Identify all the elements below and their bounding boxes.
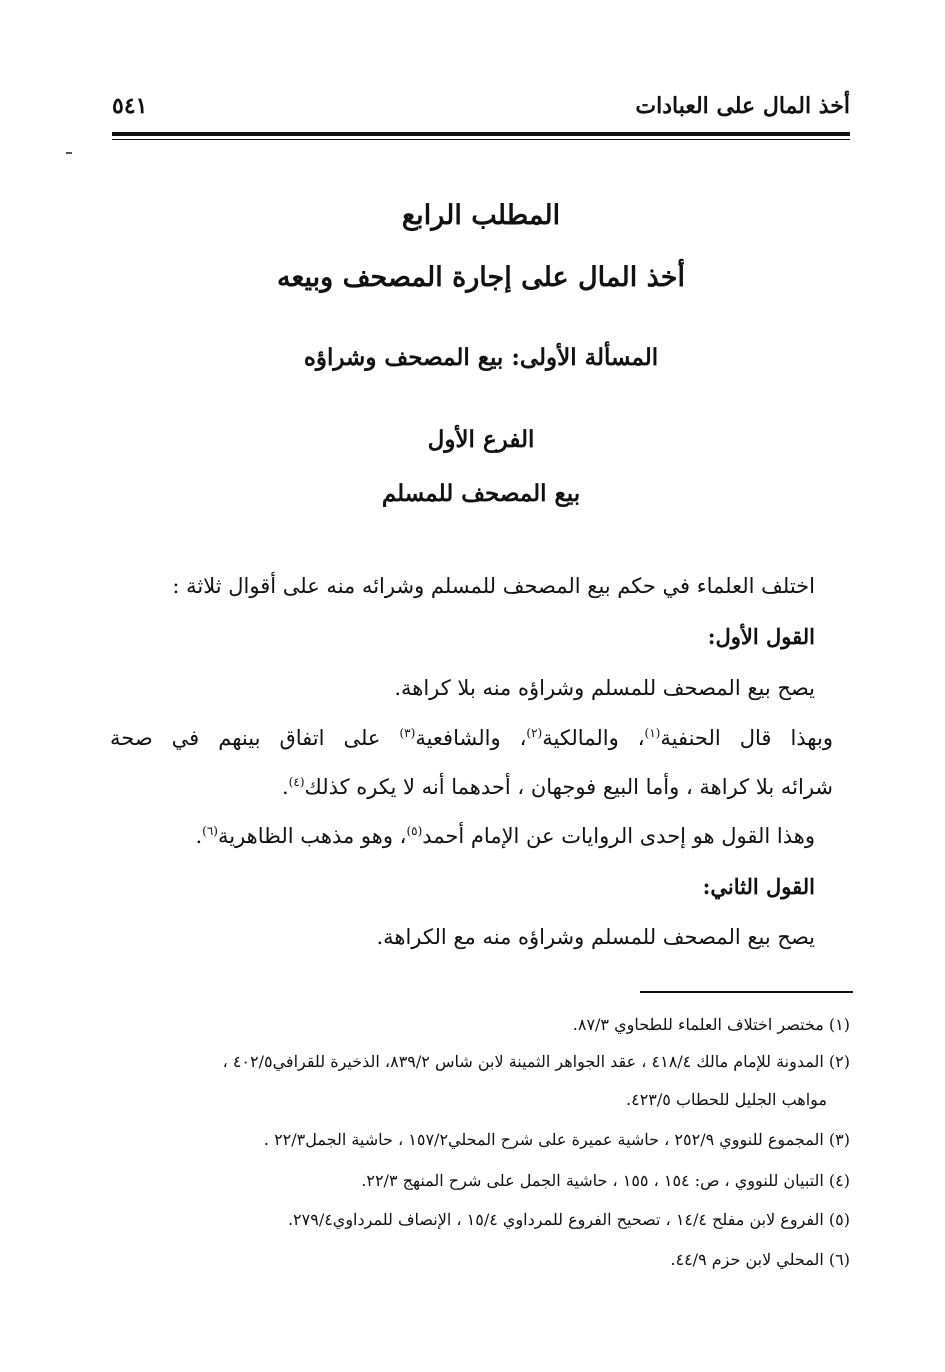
running-header [112,86,850,126]
footnote-separator [640,991,853,993]
section-title: أخذ المال على إجارة المصحف وبيعه [276,262,686,293]
header-rule-thick [112,132,850,136]
opinion-2-text: يصح بيع المصحف للمسلم وشراؤه منه مع الكراهة. [376,925,815,949]
opinion-1-text: يصح بيع المصحف للمسلم وشراؤه منه بلا كراهة. [394,676,815,700]
footnote-6: (٦) المحلي لابن حزم ٤٤/٩. [670,1250,850,1269]
branch-title: بيع المصحف للمسلم [381,480,581,507]
text-run: وبهذا قال الحنفية [660,726,833,750]
footnote-ref-6[interactable]: (٦) [202,824,218,838]
scan-speck [66,152,72,154]
footnote-2: (٢) المدونة للإمام مالك ٤١٨/٤ ، عقد الجواهر الثمينة لابن شاس ٨٣٩/٢، الذخيرة للقرافي٤٠٢/٥ ، [222,1052,850,1071]
text-run: شرائه بلا كراهة ، وأما البيع فوجهان ، أحدهما أنه لا يكره كذلك [304,775,833,799]
page-number: ٥٤١ [112,93,148,119]
footnote-2-continued: مواهب الجليل للحطاب ٤٢٣/٥. [626,1090,827,1109]
footnote-ref-1[interactable]: (١) [644,726,661,740]
text-run: ، والشافعية [415,726,527,750]
branch-heading: الفرع الأول [427,426,535,453]
footnote-3: (٣) المجموع للنووي ٢٥٢/٩ ، حاشية عميرة على شرح المحلي١٥٧/٢ ، حاشية الجمل٢٢/٣ . [263,1130,850,1149]
text-run: على اتفاق بينهم في صحة [110,726,400,750]
footnote-ref-3[interactable]: (٣) [399,726,416,740]
footnote-1: (١) مختصر اختلاف العلماء للطحاوي ٨٧/٣. [572,1015,850,1034]
running-title: أخذ المال على العبادات [635,93,850,119]
opinion-2-heading: القول الثاني: [702,874,815,899]
section-heading: المطلب الرابع [401,200,561,231]
opinion-1-heading: القول الأول: [707,624,815,649]
footnote-4: (٤) التبيان للنووي ، ص: ١٥٤ ، ١٥٥ ، حاشية الجمل على شرح المنهج ٢٢/٣. [361,1171,850,1190]
opinion-1-sources-line-1 [110,726,833,750]
opinion-1-sources-line-2: شرائه بلا كراهة ، وأما البيع فوجهان ، أحدهما أنه لا يكره كذلك$^{(٤)}$. [281,775,833,799]
opinion-1-sources-line-3: وهذا القول هو إحدى الروايات عن الإمام أحمد$^{(٥)}$، وهو مذهب الظاهرية$^{(٦)}$. [195,824,815,848]
footnote-ref-2[interactable]: (٢) [526,726,543,740]
paragraph-intro: اختلف العلماء في حكم بيع المصحف للمسلم وشرائه منه على أقوال ثلاثة : [172,574,815,598]
header-rule-thin [112,139,850,140]
issue-heading: المسألة الأولى: بيع المصحف وشراؤه [303,344,659,371]
text-run: وهذا القول هو إحدى الروايات عن الإمام أحمد [422,824,815,848]
text-run: ، والمالكية [542,726,645,750]
footnote-ref-5[interactable]: (٥) [406,824,423,838]
text-run: ، وهو مذهب الظاهرية [217,824,407,848]
footnote-5: (٥) الفروع لابن مفلح ١٤/٤ ، تصحيح الفروع للمرداوي ١٥/٤ ، الإنصاف للمرداوي٢٧٩/٤. [287,1210,850,1229]
footnote-ref-4[interactable]: (٤) [288,775,305,789]
